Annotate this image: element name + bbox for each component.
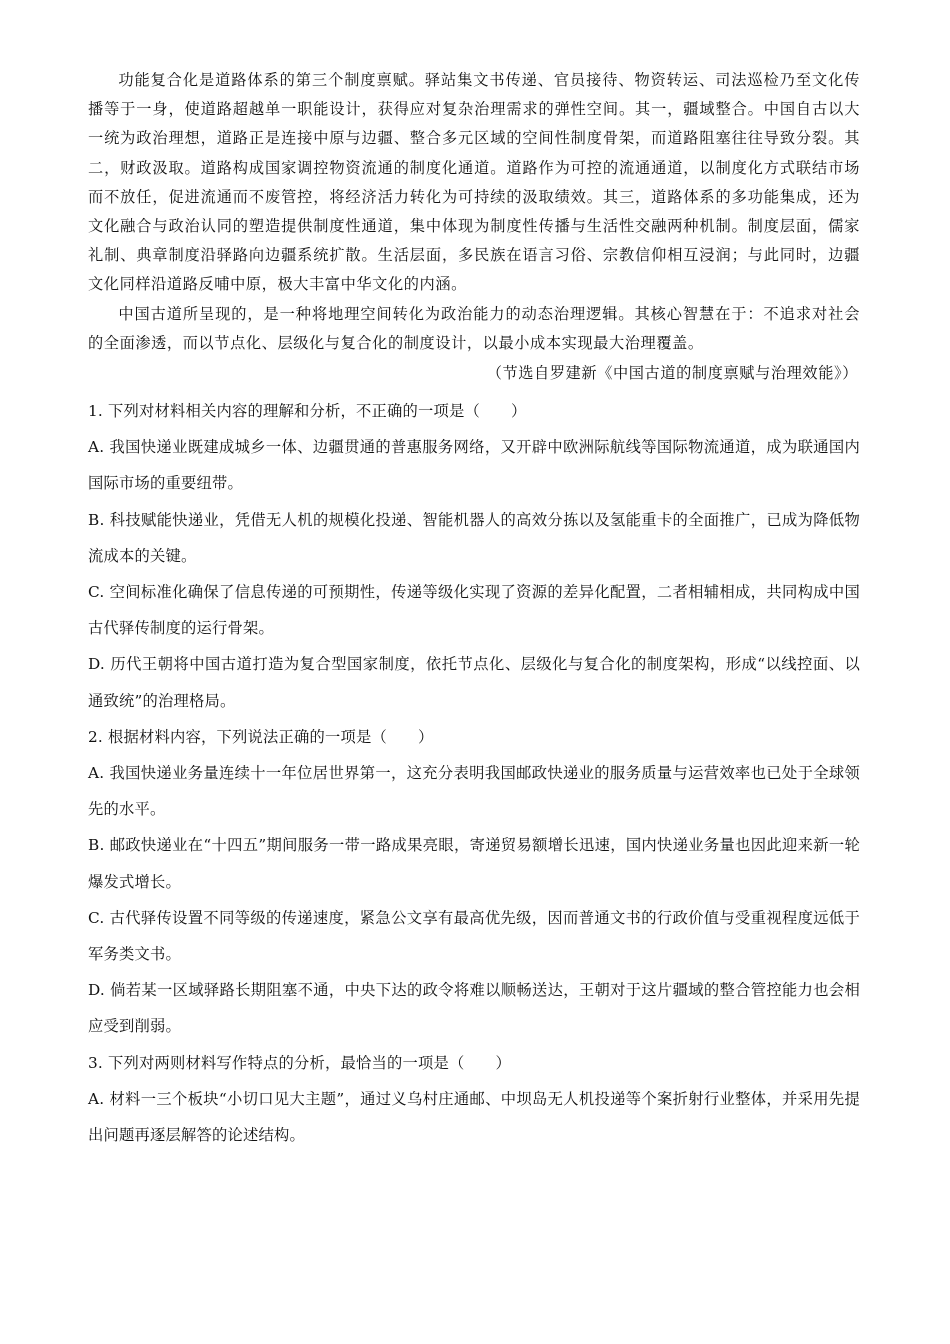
question-1-option-a: A. 我国快递业既建成城乡一体、边疆贯通的普惠服务网络，又开辟中欧洲际航线等国际物流通道，成为联通国内国际市场的重要纽带。 bbox=[88, 438, 860, 493]
passage-source: （节选自罗建新《中国古道的制度禀赋与治理效能》） bbox=[486, 364, 858, 383]
question-2-option-c: C. 古代驿传设置不同等级的传递速度，紧急公文享有最高优先级，因而普通文书的行政价值与受重视程度远低于军务类文书。 bbox=[88, 908, 860, 964]
document-page bbox=[88, 66, 860, 1153]
question-3-option-a: A. 材料一三个板块“小切口见大主题”，通过义乌村庄通邮、中坝岛无人机投递等个案折射行业整体，并采用先提出问题再逐层解答的论述结构。 bbox=[88, 1089, 860, 1145]
question-1-option-d: D. 历代王朝将中国古道打造为复合型国家制度，依托节点化、层级化与复合化的制度架构，形成“以线控面、以通致统”的治理格局。 bbox=[88, 655, 860, 710]
question-2-option-b: B. 邮政快递业在“十四五”期间服务一带一路成果亮眼，寄递贸易额增长迅速，国内快递业务量也因此迎来新一轮爆发式增长。 bbox=[88, 836, 860, 891]
question-2-option-a: A. 我国快递业务量连续十一年位居世界第一，这充分表明我国邮政快递业的服务质量与运营效率也已处于全球领先的水平。 bbox=[88, 764, 860, 819]
question-2-option-d: D. 倘若某一区域驿路长期阻塞不通，中央下达的政令将难以顺畅送达，王朝对于这片疆域的整合管控能力也会相应受到削弱。 bbox=[88, 981, 860, 1036]
question-3-stem: 3. 下列对两则材料写作特点的分析，最恰当的一项是（ ） bbox=[88, 1053, 511, 1072]
question-1-option-c: C. 空间标准化确保了信息传递的可预期性，传递等级化实现了资源的差异化配置，二者相辅相成，共同构成中国古代驿传制度的运行骨架。 bbox=[88, 583, 860, 638]
question-1-stem: 1. 下列对材料相关内容的理解和分析，不正确的一项是（ ） bbox=[88, 402, 527, 421]
questions bbox=[88, 393, 860, 1153]
question-1-option-b: B. 科技赋能快递业，凭借无人机的规模化投递、智能机器人的高效分拣以及氢能重卡的全面推广，已成为降低物流成本的关键。 bbox=[88, 510, 860, 565]
question-2 bbox=[88, 719, 860, 1045]
passage-paragraph-1: 功能复合化是道路体系的第三个制度禀赋。驿站集文书传递、官员接待、物资转运、司法巡检乃至文化传播等于一身，使道路超越单一职能设计，获得应对复杂治理需求的弹性空间。其一，疆域整合。中国自古以大一统为政治理想，道路正是连接中原与边疆、整合多元区域的空间性制度骨架，而道路阻塞往往导致分裂。其二，财政汲取。道路构成国家调控物资流通的制度化通道。道路作为可控的流通通道，以制度化方式联结市场而不放任，促进流通而不废管控，将经济活力转化为可持续的汲取绩效。其三，道路体系的多功能集成，还为文化融合与政治认同的塑造提供制度性通道，集中体现为制度性传播与生活性交融两种机制。制度层面，儒家礼制、典章制度沿驿路向边疆系统扩散。生活层面，多民族在语言习俗、宗教信仰相互浸润；与此同时，边疆文化同样沿道路反哺中原，极大丰富中华文化的内涵。 bbox=[88, 71, 860, 294]
question-3 bbox=[88, 1045, 860, 1154]
question-2-stem: 2. 根据材料内容，下列说法正确的一项是（ ） bbox=[88, 727, 434, 746]
question-1 bbox=[88, 393, 860, 719]
passage-paragraph-2: 中国古道所呈现的，是一种将地理空间转化为政治能力的动态治理逻辑。其核心智慧在于：不追求对社会的全面渗透，而以节点化、层级化与复合化的制度设计，以最小成本实现最大治理覆盖。 bbox=[88, 304, 860, 352]
passage bbox=[88, 66, 860, 358]
